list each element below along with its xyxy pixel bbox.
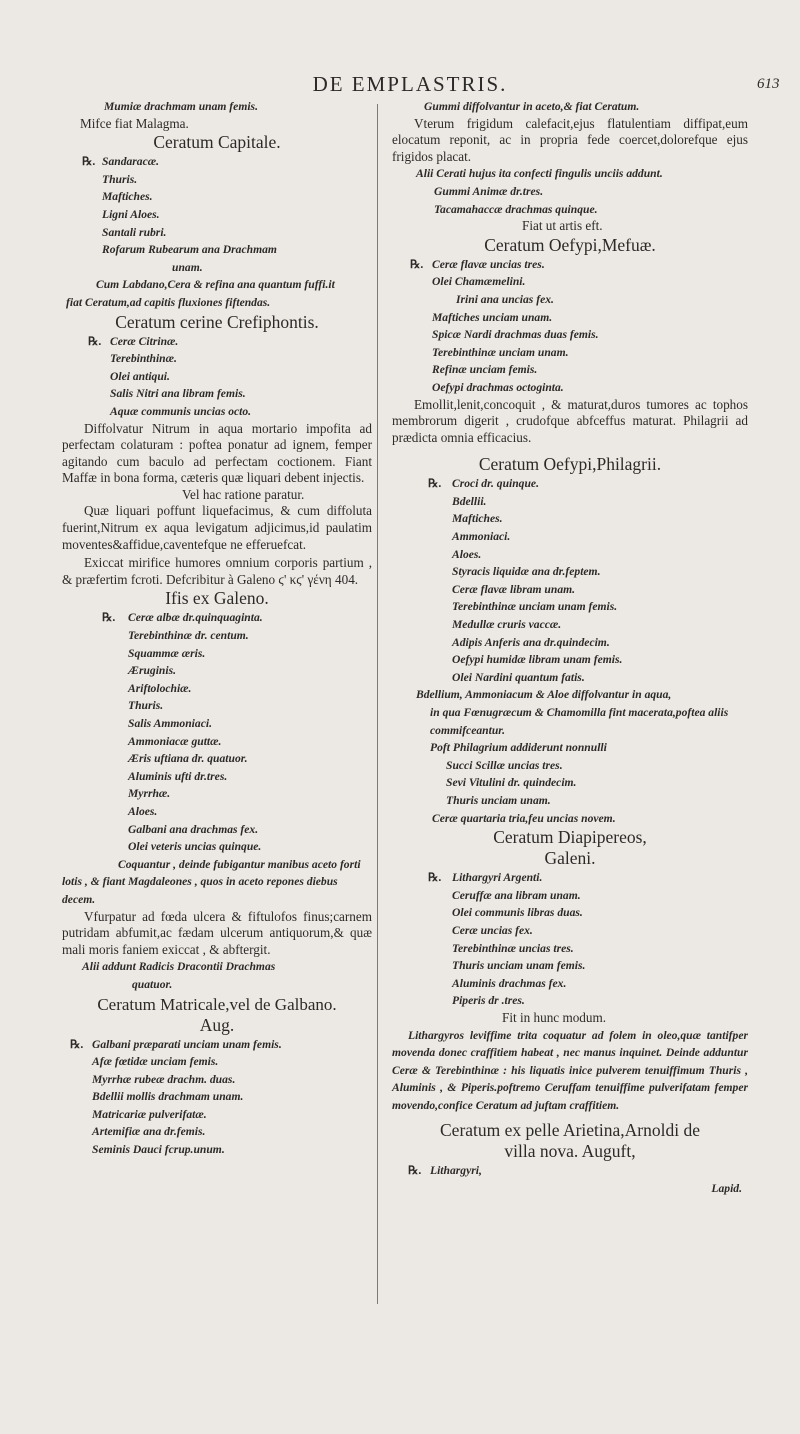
ingredient: Thuris unciam unam femis. bbox=[452, 959, 586, 973]
ingredient: Ceræ flavæ uncias tres. bbox=[432, 257, 545, 271]
ingredient: Ammoniaci. bbox=[452, 530, 511, 544]
text-line: Alii Cerati hujus ita confecti fingulis unciis addunt. bbox=[416, 167, 663, 181]
ingredient: Aloes. bbox=[452, 547, 482, 561]
ingredient: Sandaracæ. bbox=[102, 155, 160, 169]
ingredient: Refinæ unciam femis. bbox=[432, 363, 538, 377]
section-heading-sub: Aug. bbox=[199, 1014, 235, 1035]
ingredient: Oefypi humidæ libram unam femis. bbox=[452, 653, 623, 667]
ingredient: Oefypi drachmas octoginta. bbox=[432, 380, 564, 394]
ingredient-list bbox=[62, 153, 372, 276]
recipe-symbol: ℞. bbox=[82, 155, 96, 169]
section-heading: Ceratum cerine Crefiphontis. bbox=[115, 311, 319, 332]
catchword: Lapid. bbox=[711, 1182, 742, 1196]
ingredient: Myrrhæ rubeæ drachm. duas. bbox=[92, 1072, 236, 1086]
ingredient: Myrrhæ. bbox=[128, 787, 171, 801]
paragraph: Quæ liquari poffunt liquefacimus, & cum diffoluta fuerint,Nitrum ex aqua levigatum adjicimus,id paulatim moventes&affidue,caventefque ne efferuefcat. bbox=[62, 503, 372, 552]
ingredient: Galbani præparati unciam unam femis. bbox=[92, 1037, 282, 1051]
ingredient: Aloes. bbox=[128, 804, 158, 818]
ingredient: Spicæ Nardi drachmas duas femis. bbox=[432, 328, 599, 342]
ingredient: Terebinthinæ unciam unam. bbox=[432, 345, 569, 359]
text-line: decem. bbox=[62, 892, 96, 906]
ingredient-list bbox=[392, 475, 748, 686]
ingredient: Æris uftiana dr. quatuor. bbox=[128, 752, 248, 766]
text-line: Bdellium, Ammoniacum & Aloe diffolvantur in aqua, bbox=[416, 688, 672, 702]
left-column bbox=[62, 98, 372, 1159]
text-line: Mifce fiat Malagma. bbox=[80, 115, 189, 131]
ingredient: Salis Ammoniaci. bbox=[128, 717, 212, 730]
recipe-symbol: ℞. bbox=[408, 1164, 422, 1178]
ingredient: Artemifiæ ana dr.femis. bbox=[92, 1125, 206, 1139]
running-title: DE EMPLASTRIS. bbox=[312, 72, 508, 96]
ingredient: Thuris unciam unam. bbox=[446, 793, 551, 807]
ingredient-list bbox=[392, 869, 748, 1010]
ingredient: Olei Chamæmelini. bbox=[432, 275, 526, 289]
page-header bbox=[0, 72, 800, 98]
section-heading: Ifis ex Galeno. bbox=[165, 588, 269, 609]
ingredient: Adipis Anferis ana dr.quindecim. bbox=[452, 635, 610, 649]
ingredient: Ceræ albæ dr.quinquaginta. bbox=[128, 611, 263, 625]
ingredient: Aluminis ufti dr.tres. bbox=[128, 769, 228, 783]
text-line: Gummi diffolvantur in aceto,& fiat Ceratum. bbox=[424, 100, 640, 113]
text-line: Mumiæ drachmam unam femis. bbox=[104, 100, 258, 113]
ingredient: Aquæ communis uncias octo. bbox=[110, 404, 252, 418]
ingredient: Terebinthinæ unciam unam femis. bbox=[452, 600, 618, 614]
recipe-symbol: ℞. bbox=[428, 477, 442, 491]
ingredient: Terebinthinæ. bbox=[110, 352, 177, 366]
ingredient: unam. bbox=[172, 260, 203, 274]
text-line: lotis , & fiant Magdaleones , quos in aceto repones diebus bbox=[62, 875, 338, 889]
ingredient: Maftiches. bbox=[452, 512, 503, 526]
recipe-symbol: ℞. bbox=[410, 257, 424, 271]
ingredient: Æruginis. bbox=[128, 664, 176, 678]
ingredient-list bbox=[62, 333, 372, 421]
ingredient: Ceruffæ ana libram unam. bbox=[452, 888, 581, 902]
recipe-symbol: ℞. bbox=[88, 334, 102, 348]
paragraph: Vfurpatur ad fœda ulcera & fiftulofos finus;carnem putridam abfumit,ac fædam ulcerum antiquorum,& quæ mali moris faniem exiccat , & abftergit. bbox=[62, 908, 372, 957]
ingredient: Ariftolochiæ. bbox=[128, 681, 192, 695]
ingredient-list bbox=[62, 609, 372, 855]
ingredient: Styracis liquidæ ana dr.feptem. bbox=[452, 565, 601, 579]
paragraph: Exiccat mirifice humores omnium corporis partium , & præfertim fcroti. Defcribitur à Galeno ϛ' κϛ' γένη 404. bbox=[62, 555, 372, 587]
ingredient: Lithargyri, bbox=[430, 1164, 482, 1178]
recipe-symbol: ℞. bbox=[102, 611, 116, 625]
ingredient: Bdellii mollis drachmam unam. bbox=[92, 1090, 244, 1104]
ingredient: Ceræ flavæ libram unam. bbox=[452, 582, 576, 596]
ingredient: Lithargyri Argenti. bbox=[452, 871, 543, 885]
text-line: Tacamahaccæ drachmas quinque. bbox=[434, 202, 598, 216]
recipe-symbol: ℞. bbox=[70, 1037, 84, 1051]
ingredient: Terebinthinæ uncias tres. bbox=[452, 941, 574, 955]
text-line: fiat Ceratum,ad capitis fluxiones fiftendas. bbox=[66, 295, 271, 309]
ingredient: Rofarum Rubearum ana Drachmam bbox=[102, 243, 277, 257]
column-divider bbox=[377, 104, 378, 1304]
section-heading-sub: Galeni. bbox=[544, 848, 596, 869]
ingredient: Sevi Vitulini dr. quindecim. bbox=[446, 776, 577, 790]
ingredient: Seminis Dauci fcrup.unum. bbox=[92, 1143, 225, 1157]
ingredient-list bbox=[392, 256, 748, 397]
ingredient: Ammoniacæ guttæ. bbox=[128, 734, 222, 748]
ingredient: Medullæ cruris vaccæ. bbox=[452, 618, 562, 632]
section-heading-sub: villa nova. Auguft, bbox=[504, 1141, 636, 1162]
ingredient: Croci dr. quinque. bbox=[452, 477, 539, 491]
text-line: Fit in hunc modum. bbox=[502, 1009, 607, 1025]
ingredient: Ceræ uncias fex. bbox=[452, 923, 533, 937]
text-line: Alii addunt Radicis Dracontii Drachmas bbox=[82, 960, 276, 974]
ingredient: Maftiches unciam unam. bbox=[432, 310, 553, 324]
paragraph: Diffolvatur Nitrum in aqua mortario impofita ad perfectam colaturam : poftea ponatur ad ignem, femper agitando cum baculo ad perfectam coctionem. Fiant Maffæ in bona forma, cæteris quæ liquari debent injectis. bbox=[62, 420, 372, 486]
section-heading: Ceratum ex pelle Arietina,Arnoldi de bbox=[440, 1120, 700, 1141]
ingredient-list bbox=[62, 1036, 372, 1159]
section-heading: Ceratum Matricale,vel de Galbano. bbox=[97, 994, 337, 1014]
section-heading: Ceratum Oefypi,Mefuæ. bbox=[484, 234, 656, 255]
ingredient: Terebinthinæ dr. centum. bbox=[128, 629, 249, 643]
ingredient: Squammæ æris. bbox=[128, 646, 206, 660]
ingredient: Salis Nitri ana libram femis. bbox=[110, 387, 246, 401]
text-line: Coquantur , deinde fubigantur manibus aceto forti bbox=[118, 857, 361, 871]
ingredient: Matricariæ pulverifatæ. bbox=[92, 1107, 207, 1121]
right-column bbox=[392, 98, 748, 1198]
paragraph: Vterum frigidum calefacit,ejus flatulentiam diffipat,eum elocatum reponit, ac in propria fede coercet,dolorefque ejus frigidos placat. bbox=[392, 115, 748, 164]
ingredient: Thuris. bbox=[128, 699, 164, 713]
recipe-symbol: ℞. bbox=[428, 871, 442, 885]
ingredient: Olei Nardini quantum fatis. bbox=[452, 670, 585, 684]
text-line: Cum Labdano,Cera & refina ana quantum fuffi.it bbox=[96, 278, 335, 292]
section-heading: Ceratum Oefypi,Philagrii. bbox=[478, 454, 662, 475]
ingredient: Santali rubri. bbox=[102, 225, 167, 239]
text-line: Gummi Animæ dr.tres. bbox=[434, 184, 544, 198]
ingredient: Ceræ Citrinæ. bbox=[110, 334, 179, 348]
ingredient: Olei veteris uncias quinque. bbox=[128, 840, 262, 854]
ingredient: Afæ fœtidæ unciam femis. bbox=[92, 1055, 219, 1069]
ingredient: Irini ana uncias fex. bbox=[456, 292, 554, 306]
paragraph: Emollit,lenit,concoquit , & maturat,duros tumores ac tophos membrorum digerit , crudofque abfceffus maturat. Philagrii ad prædicta omnia efficacius. bbox=[392, 396, 748, 445]
ingredient: Thuris. bbox=[102, 172, 138, 186]
text-line: Fiat ut artis eft. bbox=[522, 218, 603, 234]
text-line: in qua Fœnugræcum & Chamomilla fint macerata,poftea aliis commifceantur. bbox=[430, 706, 729, 737]
ingredient: Maftiches. bbox=[102, 190, 153, 204]
section-heading: Ceratum Diapipereos, bbox=[493, 827, 647, 848]
ingredient: Bdellii. bbox=[452, 494, 487, 508]
page-number: 613 bbox=[757, 76, 780, 92]
text-line: Vel hac ratione paratur. bbox=[182, 486, 305, 502]
section-heading: Ceratum Capitale. bbox=[153, 132, 281, 153]
ingredient: Olei antiqui. bbox=[110, 369, 170, 383]
ingredient: Ligni Aloes. bbox=[102, 207, 160, 221]
paragraph: Lithargyros leviffime trita coquatur ad folem in oleo,quæ tantifper movenda donec craffitiem habeat , nec manus inquinet. Deinde adduntur Ceræ & Terebinthinæ : his liquatis inice pulverem tenuiffimum Thuris , Aluminis , & Piperis.poftremo Ceruffam tenuiffime pulverifatam femper movendo,confice Ceratum ad juftam craffitiem. bbox=[392, 1028, 748, 1112]
ingredient: Olei communis libras duas. bbox=[452, 906, 583, 920]
ingredient: Galbani ana drachmas fex. bbox=[128, 822, 259, 836]
text-line: Ceræ quartaria tria,feu uncias novem. bbox=[432, 811, 616, 825]
text-line: quatuor. bbox=[132, 977, 173, 991]
ingredient: Succi Scillæ uncias tres. bbox=[446, 758, 563, 772]
ingredient: Piperis dr .tres. bbox=[452, 994, 525, 1008]
ingredient: Aluminis drachmas fex. bbox=[452, 976, 567, 990]
text-line: Poft Philagrium addiderunt nonnulli bbox=[430, 741, 607, 755]
ingredient-list bbox=[392, 1162, 748, 1180]
